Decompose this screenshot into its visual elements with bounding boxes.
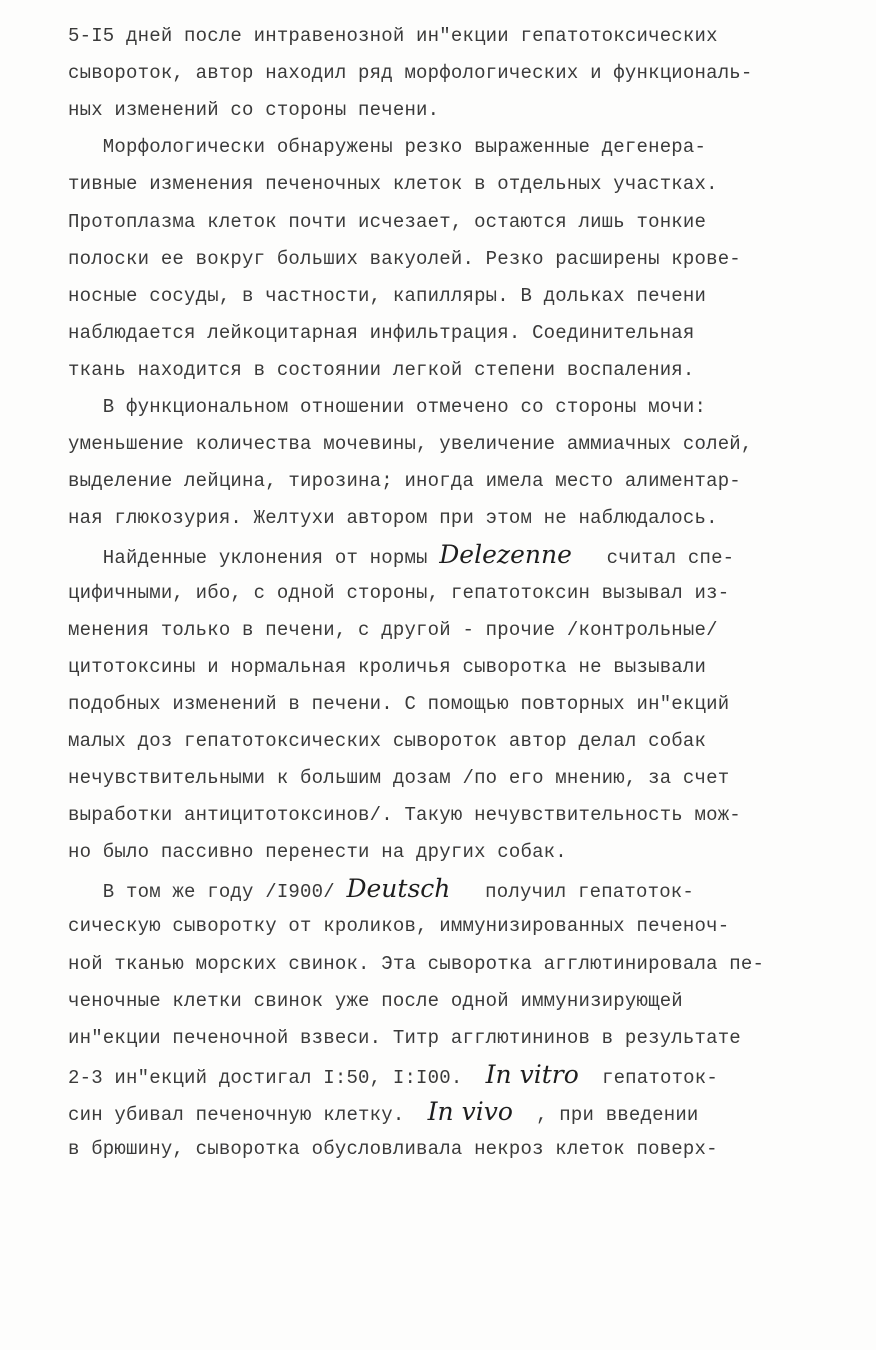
text-line: ная глюкозурия. Желтухи автором при этом не наблюдалось.	[68, 507, 718, 529]
typed-segment: считал спе-	[571, 547, 735, 569]
text-line: в брюшину, сыворотка обусловливала некроз клеток поверх-	[68, 1138, 718, 1160]
text-line: 5-I5 дней после интравенозной ин"екции гепатотоксических	[68, 25, 718, 47]
text-line	[68, 540, 735, 570]
typed-segment: Найденные уклонения от нормы	[68, 547, 440, 569]
text-line: носные сосуды, в частности, капилляры. В дольках печени	[68, 285, 707, 307]
text-line: уменьшение количества мочевины, увеличение аммиачных солей,	[68, 433, 753, 455]
text-line: сывороток, автор находил ряд морфологических и функциональ-	[68, 62, 753, 84]
text-line: но было пассивно перенести на других собак.	[68, 841, 567, 863]
typed-segment: получил гепатоток-	[450, 881, 695, 903]
text-line: выработки антицитотоксинов/. Такую нечувствительность мож-	[68, 804, 741, 826]
text-line: подобных изменений в печени. С помощью повторных ин"екций	[68, 693, 730, 715]
text-line: ткань находится в состоянии легкой степени воспаления.	[68, 359, 695, 381]
text-line: ной тканью морских свинок. Эта сыворотка агглютинировала пе-	[68, 953, 765, 975]
text-line: выделение лейцина, тирозина; иногда имела место алиментар-	[68, 470, 741, 492]
handwritten-insert: Deutsch	[346, 874, 451, 903]
text-line	[68, 1060, 718, 1090]
typed-segment: , при введении	[512, 1104, 699, 1126]
text-line: цитотоксины и нормальная кроличья сыворотка не вызывали	[68, 656, 707, 678]
typed-segment: 2-3 ин"екций достигал I:50, I:I00.	[68, 1067, 486, 1089]
typed-segment: В том же году /I900/	[68, 881, 347, 903]
typed-segment: син убивал печеночную клетку.	[68, 1104, 428, 1126]
text-line: ных изменений со стороны печени.	[68, 99, 440, 121]
text-line: тивные изменения печеночных клеток в отдельных участках.	[68, 173, 718, 195]
text-line: Морфологически обнаружены резко выраженные дегенера-	[68, 136, 707, 158]
text-line: ченочные клетки свинок уже после одной иммунизирующей	[68, 990, 683, 1012]
handwritten-insert: Delezenne	[439, 540, 572, 569]
text-line: ин"екции печеночной взвеси. Титр агглютининов в результате	[68, 1027, 741, 1049]
text-line: полоски ее вокруг больших вакуолей. Резко расширены крове-	[68, 248, 741, 270]
text-line	[68, 874, 695, 904]
typed-segment: гепатоток-	[578, 1067, 718, 1089]
text-line: менения только в печени, с другой - прочие /контрольные/	[68, 619, 718, 641]
handwritten-insert: In vitro	[485, 1060, 579, 1089]
text-line: В функциональном отношении отмечено со стороны мочи:	[68, 396, 707, 418]
text-line: малых доз гепатотоксических сывороток автор делал собак	[68, 730, 707, 752]
handwritten-insert: In vivo	[427, 1097, 513, 1126]
text-line	[68, 1097, 699, 1127]
text-line: наблюдается лейкоцитарная инфильтрация. Соединительная	[68, 322, 695, 344]
text-line: нечувствительными к большим дозам /по его мнению, за счет	[68, 767, 730, 789]
text-line: цифичными, ибо, с одной стороны, гепатотоксин вызывал из-	[68, 582, 730, 604]
text-line: Протоплазма клеток почти исчезает, остаются лишь тонкие	[68, 211, 707, 233]
text-line: сическую сыворотку от кроликов, иммунизированных печеноч-	[68, 915, 730, 937]
